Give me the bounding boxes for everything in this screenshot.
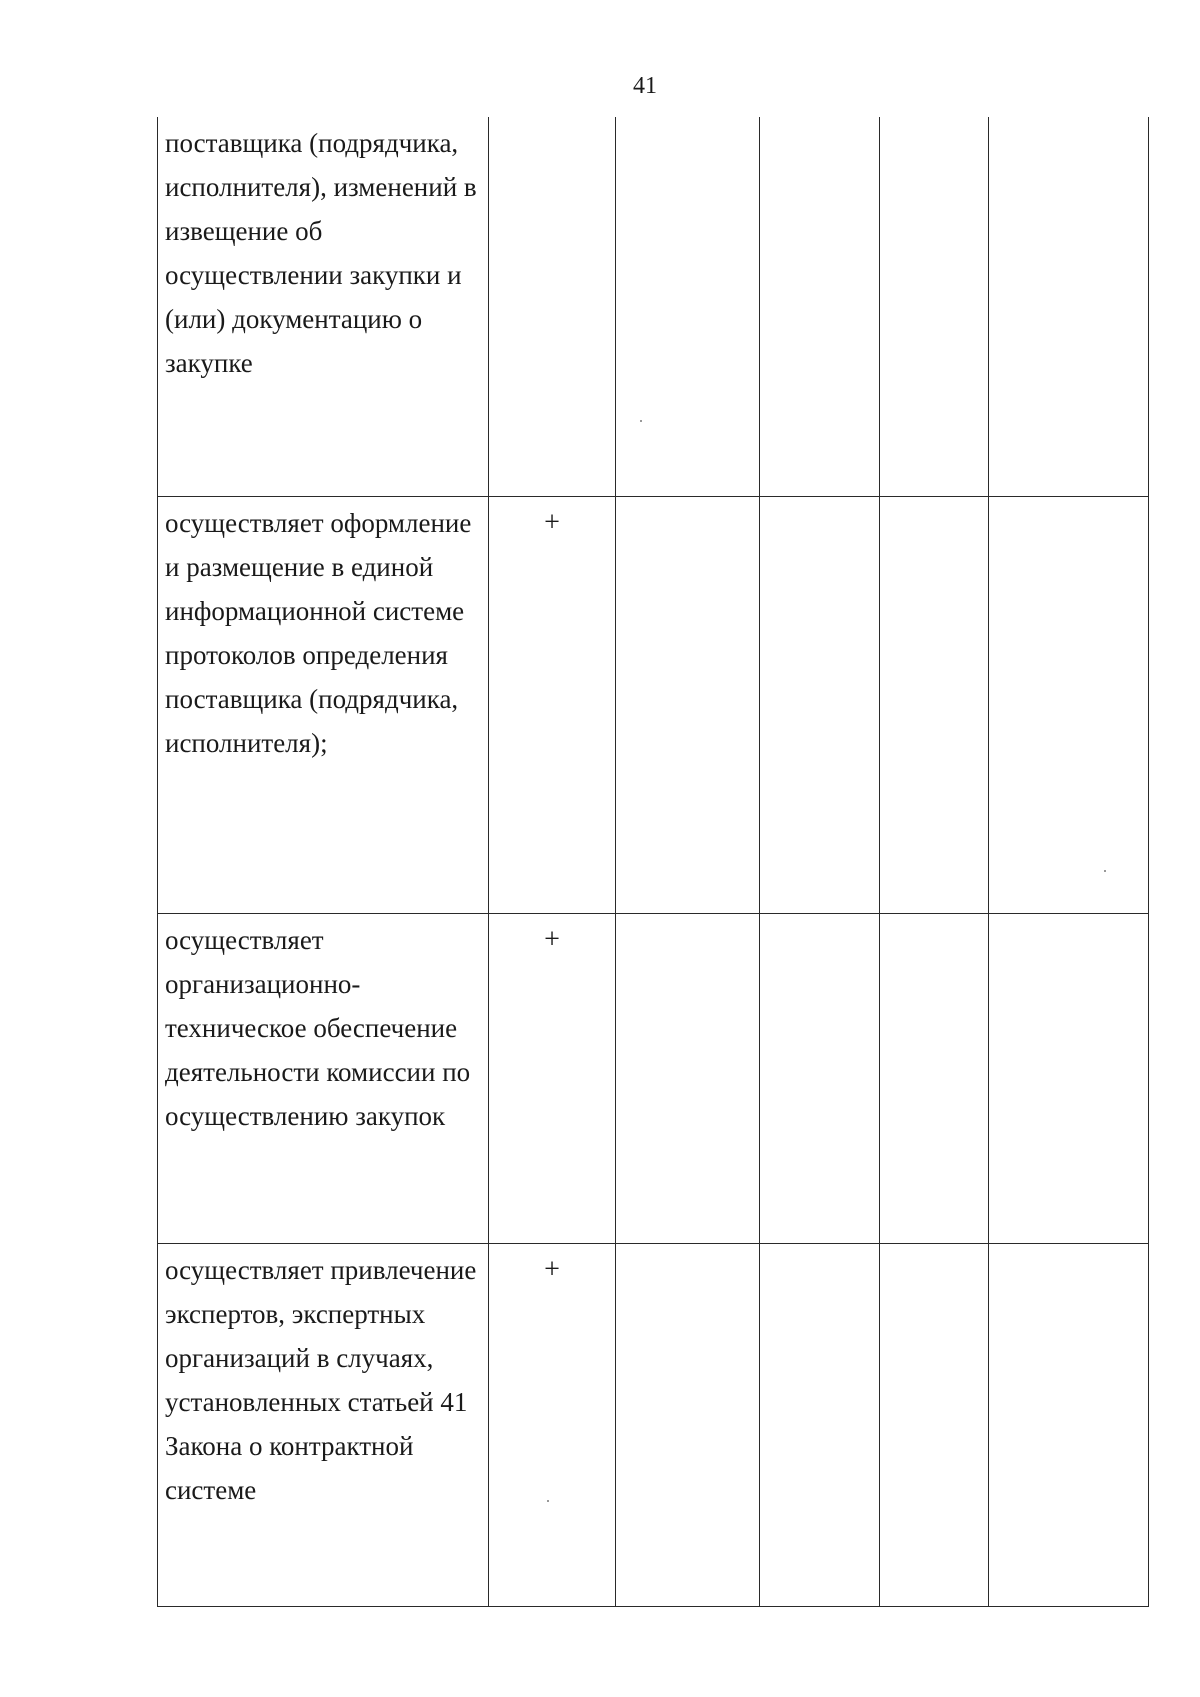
mark-cell bbox=[760, 1244, 880, 1607]
mark-cell bbox=[760, 117, 880, 497]
row-description: поставщика (подрядчика, исполнителя), изменений в извещение об осуществлении закупки и (или) документацию о закупке bbox=[158, 117, 489, 497]
row-description: осуществляет привлечение экспертов, экспертных организаций в случаях, установленных статьей 41 Закона о контрактной системе bbox=[158, 1244, 489, 1607]
scan-speck bbox=[547, 1500, 549, 1502]
mark-cell bbox=[616, 1244, 760, 1607]
row-description: осуществляет организационно-техническое обеспечение деятельности комиссии по осуществлению закупок bbox=[158, 914, 489, 1244]
mark-cell bbox=[880, 914, 989, 1244]
scan-speck bbox=[1104, 870, 1106, 872]
mark-cell bbox=[760, 914, 880, 1244]
scan-speck bbox=[640, 420, 642, 422]
mark-cell bbox=[880, 1244, 989, 1607]
mark-cell: + bbox=[489, 914, 616, 1244]
mark-cell: + bbox=[489, 1244, 616, 1607]
mark-cell bbox=[989, 1244, 1149, 1607]
mark-cell bbox=[880, 117, 989, 497]
page-number: 41 bbox=[633, 73, 657, 99]
mark-cell bbox=[989, 914, 1149, 1244]
table-row bbox=[158, 497, 1149, 914]
table-row bbox=[158, 914, 1149, 1244]
row-description: осуществляет оформление и размещение в единой информационной системе протоколов определения поставщика (подрядчика, исполнителя); bbox=[158, 497, 489, 914]
responsibility-table bbox=[157, 117, 1149, 1607]
mark-cell: + bbox=[489, 497, 616, 914]
mark-cell bbox=[880, 497, 989, 914]
mark-cell bbox=[989, 497, 1149, 914]
table-row bbox=[158, 1244, 1149, 1607]
table-row bbox=[158, 117, 1149, 497]
mark-cell bbox=[760, 497, 880, 914]
mark-cell bbox=[616, 914, 760, 1244]
mark-cell bbox=[489, 117, 616, 497]
mark-cell bbox=[616, 497, 760, 914]
mark-cell bbox=[616, 117, 760, 497]
mark-cell bbox=[989, 117, 1149, 497]
